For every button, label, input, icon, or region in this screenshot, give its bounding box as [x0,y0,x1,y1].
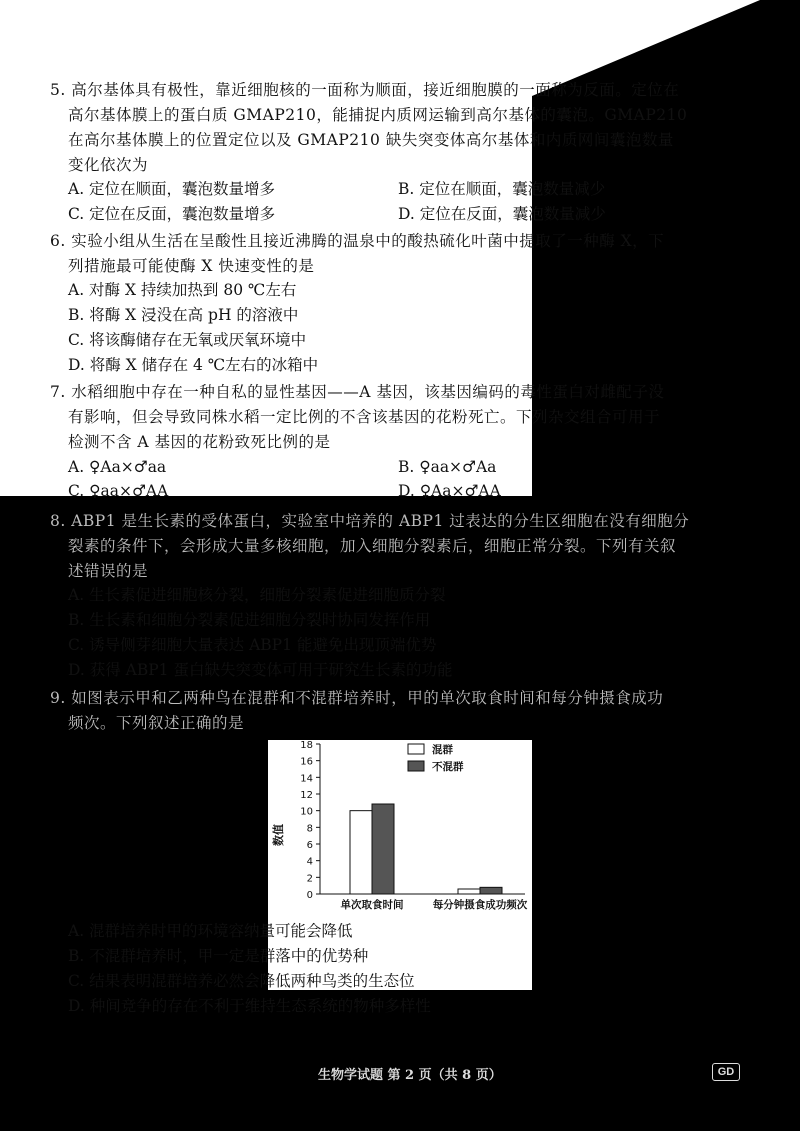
q9-option-a: A. 混群培养时甲的环境容纳量可能会降低 [68,922,353,940]
y-tick-label: 12 [300,790,313,801]
y-tick-label: 14 [300,773,313,785]
legend-label-1: 不混群 [432,761,464,773]
q5-option-c: C. 定位在反面，囊泡数量增多 [68,205,276,223]
q6-option-c: C. 将该酶储存在无氧或厌氧环境中 [68,331,307,349]
q7-option-c: C. ♀aa×♂AA [68,482,169,500]
q7-stem-line-2: 有影响，但会导致同株水稻一定比例的不含该基因的花粉死亡。下列杂交组合可用于 [68,408,661,426]
q9-option-b: B. 不混群培养时，甲一定是群落中的优势种 [68,947,369,965]
page-footer: 生物学试题 第 2 页（共 8 页） [318,1068,502,1083]
q9-stem-line-1: 9. 如图表示甲和乙两种鸟在混群和不混群培养时，甲的单次取食时间和每分钟摄食成功 [50,689,664,707]
q5-stem-line-4: 变化依次为 [68,156,149,174]
legend-swatch-0 [408,744,424,754]
q8-stem-line-2: 裂素的条件下，会形成大量多核细胞，加入细胞分裂素后，细胞正常分裂。下列有关叙 [68,537,677,555]
q5-option-b: B. 定位在顺面，囊泡数量减少 [398,180,606,198]
q6-option-d: D. 将酶 X 储存在 4 ℃左右的冰箱中 [68,356,319,374]
y-tick-label: 2 [306,873,313,885]
q5-stem-line-2: 高尔基体膜上的蛋白质 GMAP210，能捕捉内质网运输到高尔基体的囊泡。GMAP210 [68,106,688,124]
q6-option-a: A. 对酶 X 持续加热到 80 ℃左右 [68,281,297,299]
q8-option-b: B. 生长素和细胞分裂素促进细胞分裂时协同发挥作用 [68,611,431,629]
q8-stem-line-3: 述错误的是 [68,562,149,580]
y-tick-label: 8 [306,823,313,835]
q5-stem-line-3: 在高尔基体膜上的位置定位以及 GMAP210 缺失突变体高尔基体和内质网间囊泡数量 [68,131,674,149]
bar-chart-svg [268,740,532,920]
q5-option-d: D. 定位在反面，囊泡数量减少 [398,205,606,223]
bar-1-1 [480,887,502,894]
y-tick-label: 0 [306,890,313,901]
q7-option-b: B. ♀aa×♂Aa [398,458,497,476]
y-tick-label: 10 [300,806,313,818]
x-tick-label: 每分钟摄食成功频次 [432,899,528,911]
gd-badge: GD [712,1063,740,1081]
x-tick-label: 单次取食时间 [340,899,404,911]
legend-label-0: 混群 [432,744,453,756]
bar-0-0 [350,811,372,894]
q5-stem-line-1: 5. 高尔基体具有极性，靠近细胞核的一面称为顺面，接近细胞膜的一面称为反面。定位在 [50,81,680,99]
q6-stem-line-1: 6. 实验小组从生活在呈酸性且接近沸腾的温泉中的酸热硫化叶菌中提取了一种酶 X，下 [50,232,665,250]
q6-stem-line-2: 列措施最可能使酶 X 快速变性的是 [68,257,315,275]
q8-option-c: C. 诱导侧芽细胞大量表达 ABP1 能避免出现顶端优势 [68,636,437,654]
q7-stem-line-1: 7. 水稻细胞中存在一种自私的显性基因——A 基因，该基因编码的毒性蛋白对雌配子没 [50,383,665,401]
q6-option-b: B. 将酶 X 浸没在高 pH 的溶液中 [68,306,299,324]
q7-stem-line-3: 检测不含 A 基因的花粉致死比例的是 [68,433,331,451]
y-tick-label: 16 [300,756,313,768]
y-tick-label: 18 [300,740,313,751]
q9-stem-line-2: 频次。下列叙述正确的是 [68,714,245,732]
legend-swatch-1 [408,761,424,771]
q8-stem-line-1: 8. ABP1 是生长素的受体蛋白，实验室中培养的 ABP1 过表达的分生区细胞在没有细胞分 [50,512,690,530]
q9-option-c: C. 结果表明混群培养必然会降低两种鸟类的生态位 [68,972,415,990]
y-tick-label: 4 [306,856,313,868]
bar-1-0 [372,804,394,894]
q8-option-d: D. 获得 ABP1 蛋白缺失突变体可用于研究生长素的功能 [68,661,453,679]
q8-option-a: A. 生长素促进细胞核分裂，细胞分裂素促进细胞质分裂 [68,586,446,604]
q5-option-a: A. 定位在顺面，囊泡数量增多 [68,180,276,198]
y-axis-label: 数值 [272,824,285,846]
bar-0-1 [458,889,480,894]
q9-option-d: D. 种间竞争的存在不利于维持生态系统的物种多样性 [68,997,431,1015]
q7-option-d: D. ♀Aa×♂AA [398,482,501,500]
q7-option-a: A. ♀Aa×♂aa [68,458,167,476]
bar-chart [268,740,532,920]
y-tick-label: 6 [306,840,313,851]
